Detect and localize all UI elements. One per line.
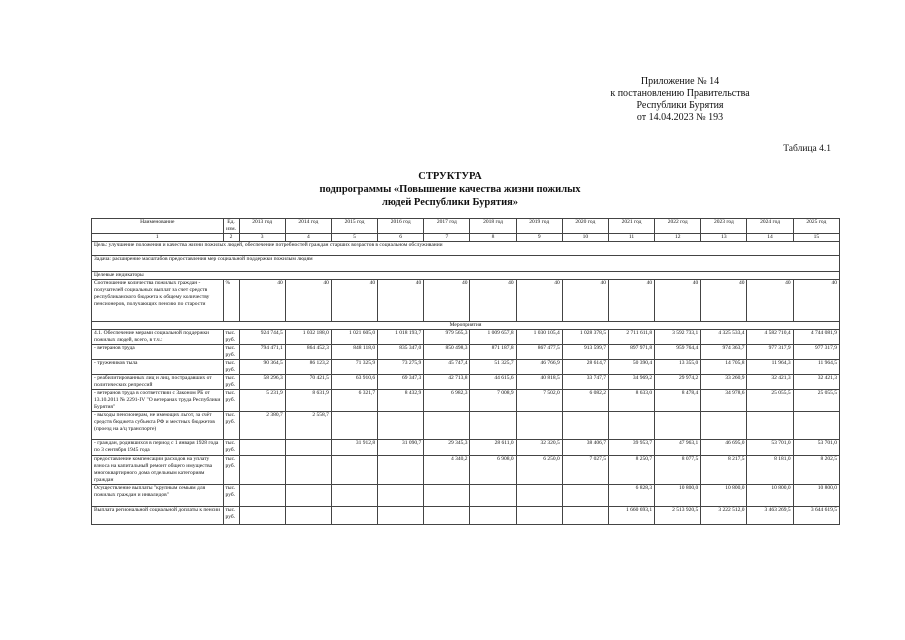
row-value: 897 971,8 [608,345,654,360]
measures-label-cell: Мероприятия [92,322,840,330]
row-value [378,412,424,440]
row-unit: тыс. руб. [223,345,239,360]
column-header: 2025 год [793,219,839,234]
row-value: 90 364,5 [239,360,285,375]
row-value: 4 744 081,9 [793,330,839,345]
appendix-line: от 14.04.2023 № 193 [636,112,724,123]
title-line: подпрограммы «Повышение качества жизни пожилых [319,184,581,195]
row-value: 2 380,7 [239,412,285,440]
row-name: Выплата региональной социальной доплаты к пенсии [92,507,224,525]
column-number: 2 [223,234,239,242]
indicator-name: Соотношение количества пожилых граждан - получателей социальных выплат за счет средств республиканского бюджета к общему количеству пенсионеров, получающих пенсию по старости [92,280,224,322]
row-value [331,456,377,485]
table-row [92,440,840,456]
row-name: - граждан, родившихся в период с 1 января 1928 года по 3 сентября 1945 года [92,440,224,456]
row-value: 11 964,5 [793,360,839,375]
column-header: 2014 год [285,219,331,234]
row-value: 6 828,3 [608,485,654,507]
row-value [331,412,377,440]
row-value: 50 390,4 [608,360,654,375]
row-value: 10 800,0 [701,485,747,507]
row-value: 848 118,0 [331,345,377,360]
column-header: 2015 год [331,219,377,234]
indicator-value: 40 [424,280,470,322]
row-value: 51 325,7 [470,360,516,375]
row-value: 39 953,7 [608,440,654,456]
row-value [239,485,285,507]
row-value: 44 615,6 [470,375,516,390]
table-row [92,360,840,375]
row-name: - реабилитированных лиц и лиц, пострадавших от политических репрессий [92,375,224,390]
row-value [701,412,747,440]
row-unit: тыс. руб. [223,440,239,456]
row-value: 3 463 269,5 [747,507,793,525]
row-name: предоставление компенсации расходов на уплату взноса на капитальный ремонт общего имущества многоквартирного дома отдельным категориям граждан [92,456,224,485]
row-value [424,507,470,525]
row-value: 31 090,7 [378,440,424,456]
column-header: 2023 год [701,219,747,234]
row-value: 8 077,5 [655,456,701,485]
row-value: 71 325,9 [331,360,377,375]
column-header: 2013 год [239,219,285,234]
title-line: людей Республики Бурятия» [381,197,519,208]
row-value [285,485,331,507]
column-number: 7 [424,234,470,242]
row-value: 32 421,3 [747,375,793,390]
indicator-value: 40 [701,280,747,322]
column-header: 2024 год [747,219,793,234]
row-value: 25 055,5 [793,390,839,412]
row-value [516,507,562,525]
indicator-value: 40 [516,280,562,322]
table-row [92,485,840,507]
row-value [516,412,562,440]
row-value [285,456,331,485]
row-value: 867 477,5 [516,345,562,360]
column-number: 11 [608,234,654,242]
row-value: 794 471,1 [239,345,285,360]
row-value: 1 030 105,4 [516,330,562,345]
row-value: 40 818,5 [516,375,562,390]
row-value: 974 363,7 [701,345,747,360]
row-value: 32 421,3 [793,375,839,390]
row-value: 73 275,9 [378,360,424,375]
row-value: 913 599,7 [562,345,608,360]
row-value: 33 260,9 [701,375,747,390]
row-value: 29 345,3 [424,440,470,456]
row-value: 33 747,7 [562,375,608,390]
row-value: 34 969,2 [608,375,654,390]
indicator-value: 40 [655,280,701,322]
row-value: 4 582 710,4 [747,330,793,345]
row-value [793,412,839,440]
row-value [562,412,608,440]
row-value: 1 028 378,5 [562,330,608,345]
goal-row [92,242,840,256]
table-row [92,345,840,360]
row-value: 47 963,1 [655,440,701,456]
column-number: 1 [92,234,224,242]
row-value [331,507,377,525]
row-unit: тыс. руб. [223,390,239,412]
row-value: 38 406,7 [562,440,608,456]
row-value: 977 317,9 [793,345,839,360]
row-value: 8 250,7 [608,456,654,485]
row-value: 924 744,5 [239,330,285,345]
row-value: 28 611,0 [470,440,516,456]
row-value: 86 123,2 [285,360,331,375]
indicator-value: 40 [562,280,608,322]
row-value: 8 633,0 [608,390,654,412]
row-value [378,507,424,525]
appendix-line: Приложение № 14 [640,76,720,87]
row-value: 8 202,5 [793,456,839,485]
indicators-row [92,272,840,280]
row-unit: тыс. руб. [223,330,239,345]
row-value: 10 800,0 [793,485,839,507]
indicator-value: 40 [331,280,377,322]
table-number-label: Таблица 4.1 [783,144,831,154]
row-value [239,456,285,485]
row-value: 959 764,4 [655,345,701,360]
table-row [92,456,840,485]
row-value: 69 347,3 [378,375,424,390]
title-line: СТРУКТУРА [418,171,482,182]
row-name: - выходы пенсионерам, не имеющих льгот, за счёт средств бюджета субъекта РФ и местных бюджетов (проезд на а/ц транспорте) [92,412,224,440]
row-value [562,507,608,525]
column-number: 10 [562,234,608,242]
table-row [92,390,840,412]
column-number: 5 [331,234,377,242]
appendix-header [570,76,790,124]
column-header: 2019 год [516,219,562,234]
row-value: 3 644 619,5 [793,507,839,525]
row-value: 8 432,9 [378,390,424,412]
row-name: 4.1. Обеспечение мерами социальной поддержки пожилых людей, всего, в т.ч.: [92,330,224,345]
row-value [608,412,654,440]
row-value: 11 964,3 [747,360,793,375]
indicator-value: 40 [239,280,285,322]
row-value: 2 558,7 [285,412,331,440]
row-value [470,412,516,440]
row-value: 58 296,3 [239,375,285,390]
column-number: 12 [655,234,701,242]
row-value: 4 340,2 [424,456,470,485]
column-header: 2020 год [562,219,608,234]
row-unit: тыс. руб. [223,485,239,507]
row-value: 45 747,4 [424,360,470,375]
row-value: 13 355,0 [655,360,701,375]
task-row [92,256,840,272]
row-value: 1 009 657,8 [470,330,516,345]
row-unit: тыс. руб. [223,360,239,375]
row-unit: тыс. руб. [223,456,239,485]
row-value [378,485,424,507]
task-cell: Задача: расширение масштабов предоставления мер социальной поддержки пожилым людям [92,256,840,272]
row-unit: тыс. руб. [223,507,239,525]
row-value: 70 421,5 [285,375,331,390]
indicator-value: 40 [747,280,793,322]
row-unit: тыс. руб. [223,375,239,390]
row-value [655,412,701,440]
row-value: 3 222 512,0 [701,507,747,525]
row-value: 1 032 188,0 [285,330,331,345]
row-value: 1 021 605,0 [331,330,377,345]
row-value: 4 325 533,4 [701,330,747,345]
row-name: - ветеранов труда [92,345,224,360]
row-value: 8 181,0 [747,456,793,485]
row-value: 46 766,9 [516,360,562,375]
row-value: 31 912,8 [331,440,377,456]
table-row [92,330,840,345]
row-value: 3 592 733,1 [655,330,701,345]
row-value: 32 320,5 [516,440,562,456]
indicator-value: 40 [378,280,424,322]
row-name: Осуществление выплаты "крупным семьям для пожилых граждан и инвалидов" [92,485,224,507]
column-number-row [92,234,840,242]
column-header: 2022 год [655,219,701,234]
row-value: 6 908,0 [470,456,516,485]
indicator-value: 40 [285,280,331,322]
row-value: 7 502,0 [516,390,562,412]
table-row [92,412,840,440]
row-name: - ветеранов труда в соответствии с Законом РБ от 13.10.2011 № 2291-IV "О ветеранах труда Республики Бурятия" [92,390,224,412]
row-value: 6 321,7 [331,390,377,412]
row-unit: тыс. руб. [223,412,239,440]
column-header: 2016 год [378,219,424,234]
appendix-line: Республики Бурятия [636,100,724,111]
row-value: 46 695,0 [701,440,747,456]
row-value: 7 008,9 [470,390,516,412]
row-value [470,507,516,525]
row-value [747,412,793,440]
row-value: 6 250,0 [516,456,562,485]
row-value: 8 631,9 [285,390,331,412]
column-number: 9 [516,234,562,242]
row-value [562,485,608,507]
column-number: 3 [239,234,285,242]
row-value [239,440,285,456]
row-value: 25 055,5 [747,390,793,412]
row-value: 850 498,3 [424,345,470,360]
row-value: 6 982,3 [424,390,470,412]
indicator-row [92,280,840,322]
row-value [331,485,377,507]
row-value: 53 701,0 [747,440,793,456]
column-number: 13 [701,234,747,242]
indicator-value: 40 [608,280,654,322]
column-header: 2017 год [424,219,470,234]
row-value: 34 978,6 [701,390,747,412]
row-value: 53 701,0 [793,440,839,456]
column-number: 6 [378,234,424,242]
indicator-unit: % [223,280,239,322]
row-value: 6 082,2 [562,390,608,412]
table-header-row [92,219,840,234]
row-value: 8 478,4 [655,390,701,412]
row-value [285,440,331,456]
row-value: 29 974,2 [655,375,701,390]
row-value: 979 565,3 [424,330,470,345]
row-value: 977 317,9 [747,345,793,360]
column-number: 14 [747,234,793,242]
row-value: 63 910,6 [331,375,377,390]
row-value: 10 800,0 [655,485,701,507]
row-value [424,412,470,440]
structure-table [91,218,840,525]
column-number: 4 [285,234,331,242]
row-value: 864 452,3 [285,345,331,360]
row-value [516,485,562,507]
row-value: 8 217,5 [701,456,747,485]
row-value [424,485,470,507]
goal-cell: Цель: улучшение положения и качества жизни пожилых людей, обеспечение потребностей граждан старших возрастов в социальном обслуживании [92,242,840,256]
table-row [92,507,840,525]
row-name: - тружеников тыла [92,360,224,375]
row-value [285,507,331,525]
measures-section-row [92,322,840,330]
row-value: 28 614,7 [562,360,608,375]
row-value: 1 660 693,1 [608,507,654,525]
row-value: 7 027,5 [562,456,608,485]
indicators-label-cell: Целевые индикаторы [92,272,840,280]
row-value [378,456,424,485]
row-value: 14 705,8 [701,360,747,375]
row-value: 5 231,9 [239,390,285,412]
indicator-value: 40 [470,280,516,322]
column-header: 2018 год [470,219,516,234]
row-value: 10 800,0 [747,485,793,507]
row-value [239,507,285,525]
indicator-value: 40 [793,280,839,322]
column-header: 2021 год [608,219,654,234]
row-value: 42 713,8 [424,375,470,390]
row-value: 835 347,0 [378,345,424,360]
row-value [470,485,516,507]
row-value: 2 513 920,5 [655,507,701,525]
row-value: 1 018 193,7 [378,330,424,345]
column-header: Ед. изм. [223,219,239,234]
appendix-line: к постановлению Правительства [610,88,750,99]
table-row [92,375,840,390]
document-title [300,170,600,209]
row-value: 871 187,8 [470,345,516,360]
column-header: Наименование [92,219,224,234]
row-value: 2 711 611,8 [608,330,654,345]
column-number: 8 [470,234,516,242]
column-number: 15 [793,234,839,242]
